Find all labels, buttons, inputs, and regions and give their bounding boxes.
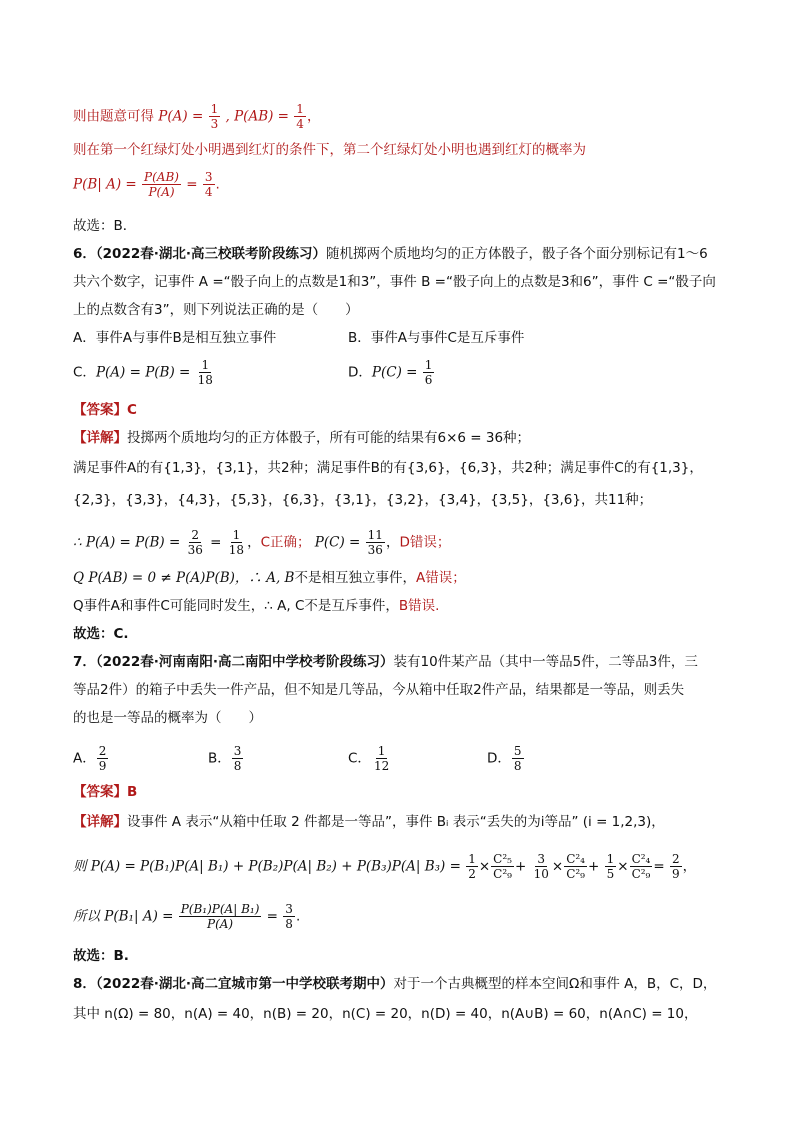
q6-option-d: D．P(C) = $\frac{1}{6}$ (348, 358, 433, 387)
q7-option-d: D． $\frac{5}{8}$ (487, 744, 522, 773)
question-text: 对于一个古典概型的样本空间Ω和事件 A，B，C，D， (393, 976, 717, 992)
q6-option-a: A．事件A与事件B是相互独立事件 (73, 330, 277, 346)
fraction: $\frac{3}{4}$ (204, 170, 213, 199)
q6-detail-1: 【详解】投掷两个质地均匀的正方体骰子，所有可能的结果有6×6 = 36种； (73, 430, 531, 446)
formula: P(A) = (158, 108, 204, 125)
fraction: $\frac{1}{3}$ (210, 102, 219, 131)
question-number: 7． (73, 654, 96, 670)
question-text: 随机掷两个质地均匀的正方体骰子，骰子各个面分别标记有1～6 (326, 246, 708, 262)
q7-option-c: C． $\frac{1}{12}$ (348, 744, 390, 773)
q7-end: 故选：B. (73, 948, 129, 964)
q8-stem-2: 其中 n(Ω) = 80，n(A) = 40，n(B) = 20，n(C) = 20，n(D) = 40，n(A∪B) = 60，n(A∩C) = 10， (73, 1006, 698, 1022)
q7-stem-2: 等品2件）的箱子中丢失一件产品，但不知是几等品，今从箱中任取2件产品，结果都是一等品，则丢失 (73, 682, 685, 698)
formula: , P(AB) = (225, 108, 289, 125)
text: 则由题意可得 (73, 108, 154, 125)
q7-option-b: B． $\frac{3}{8}$ (208, 744, 242, 773)
q6-option-c: C．P(A) = P(B) = $\frac{1}{18}$ (73, 358, 213, 387)
q6-detail-5: Q P(AB) = 0 ≠ P(A)P(B)，∴ A, B不是相互独立事件，A错误； (73, 570, 466, 586)
fraction: $\frac{P(AB)}{P(A)}$ (144, 170, 179, 199)
question-number: 8． (73, 976, 96, 992)
q6-detail-4: ∴ P(A) = P(B) = $\frac{2}{36}$ = $\frac{1}{18}$ ，C正确； P(C) = $\frac{11}{36}$ ，D错误； (73, 528, 451, 557)
q7-detail-1: 【详解】设事件 A 表示“从箱中任取 2 件都是一等品”，事件 Bᵢ 表示“丢失的为i等品” (i = 1,2,3)， (73, 814, 665, 830)
question-source: （2022春·湖北·高二宜城市第一中学校联考期中） (95, 976, 394, 992)
q7-option-a: A． $\frac{2}{9}$ (73, 744, 107, 773)
q7-detail-2: 则 P(A) = P(B₁)P(A| B₁) + P(B₂)P(A| B₂) + P(B₃)P(A| B₃) = $\frac{1}{2}$ × $\frac{\text{C²₅}}{\text{C²₉}}$ + $\frac{3}{10}$ × $\frac{\text{C²₄}}{\text{C²₉}}$ + $\frac{1}{5}$ × $\frac{\text{C²₄}}{\text{C²₉}}$ = $\frac{2}{9}$ ， (73, 852, 697, 881)
prev-answer-line: 故选：B． (73, 218, 137, 234)
q7-answer: 【答案】B (73, 784, 138, 800)
detail-tag: 【详解】 (73, 814, 127, 830)
q6-stem-1 (73, 244, 708, 264)
q6-detail-6: Q事件A和事件C可能同时发生，∴ A, C不是互斥事件，B错误. (73, 598, 440, 614)
q6-answer: 【答案】C (73, 402, 137, 418)
formula: P(B| A) = (73, 176, 137, 193)
question-source: （2022春·河南南阳·高二南阳中学校考阶段练习） (95, 654, 394, 670)
question-source: （2022春·湖北·高三校联考阶段练习） (95, 246, 326, 262)
question-text: 装有10件某产品（其中一等品5件，二等品3件，三 (393, 654, 698, 670)
q7-stem-1 (73, 652, 698, 672)
question-number: 6． (73, 246, 96, 262)
q6-detail-2: 满足事件A的有{1,3}，{3,1}，共2种；满足事件B的有{3,6}，{6,3}，共2种；满足事件C的有{1,3}， (73, 460, 703, 476)
q6-stem-2: 共六个数字，记事件 A =“骰子向上的点数是1和3”，事件 B =“骰子向上的点数是3和6”，事件 C =“骰子向 (73, 274, 716, 290)
fraction: $\frac{1}{4}$ (296, 102, 304, 131)
q8-stem-1 (73, 974, 716, 994)
q6-end: 故选：C. (73, 626, 129, 642)
detail-tag: 【详解】 (73, 430, 127, 446)
prev-line-2: 则在第一个红绿灯处小明遇到红灯的条件下，第二个红绿灯处小明也遇到红灯的概率为 (73, 142, 586, 158)
prev-line-3: P(B| A) = $\frac{P(AB)}{P(A)}$ = $\frac{3}{4}$ . (73, 170, 220, 199)
q7-stem-3: 的也是一等品的概率为（ ） (73, 710, 262, 726)
q7-detail-3: 所以 P(B₁| A) = $\frac{\text{P(B₁)P(A| B₁)}}{P(A)}$ = $\frac{3}{8}$ . (73, 902, 301, 931)
prev-line-1: 则由题意可得 P(A) = $\frac{1}{3}$ , P(AB) = $\frac{1}{4}$ ， (73, 102, 321, 131)
q6-option-b: B．事件A与事件C是互斥事件 (348, 330, 525, 346)
q6-detail-3: {2,3}，{3,3}，{4,3}，{5,3}，{6,3}，{3,1}，{3,2}，{3,4}，{3,5}，{3,6}，共11种； (73, 492, 653, 508)
q6-stem-3: 上的点数含有3”，则下列说法正确的是（ ） (73, 302, 359, 318)
